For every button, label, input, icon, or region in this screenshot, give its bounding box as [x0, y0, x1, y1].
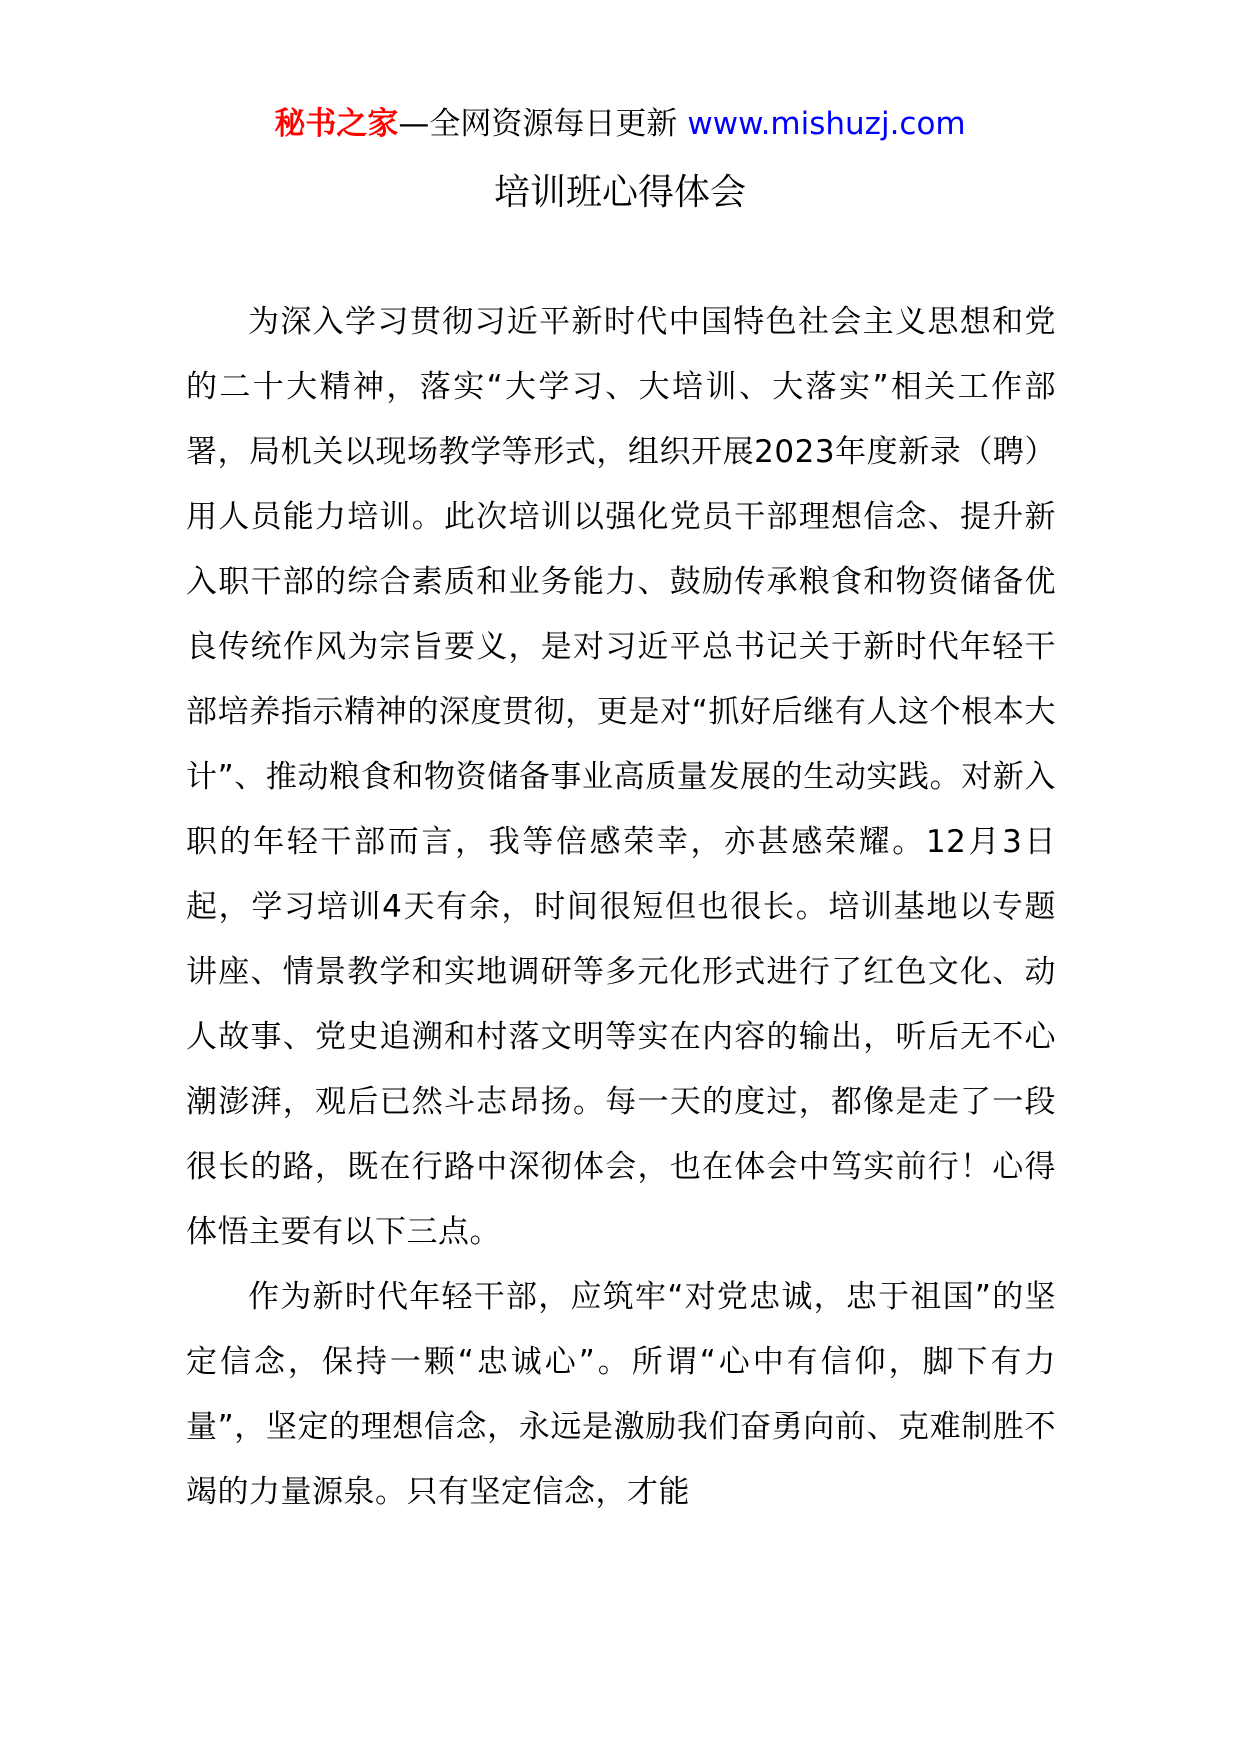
paragraph-2: 作为新时代年轻干部，应筑牢“对党忠诚，忠于祖国”的坚定信念，保持一颗“忠诚心”。所谓“心中有信仰，脚下有力量”，坚定的理想信念，永远是激励我们奋勇向前、克难制胜不竭的力量源泉。只有坚定信念，才能 [186, 1279, 1056, 1510]
header-banner [0, 98, 1240, 150]
site-name: 秘书之家 [274, 106, 399, 142]
paragraph-1: 为深入学习贯彻习近平新时代中国特色社会主义思想和党的二十大精神，落实“大学习、大培训、大落实”相关工作部署，局机关以现场教学等形式，组织开展2023年度新录（聘）用人员能力培训。此次培训以强化党员干部理想信念、提升新入职干部的综合素质和业务能力、鼓励传承粮食和物资储备优良传统作风为宗旨要义，是对习近平总书记关于新时代年轻干部培养指示精神的深度贯彻，更是对“抓好后继有人这个根本大计”、推动粮食和物资储备事业高质量发展的生动实践。对新入职的年轻干部而言，我等倍感荣幸，亦甚感荣耀。12月3日起，学习培训4天有余，时间很短但也很长。培训基地以专题讲座、情景教学和实地调研等多元化形式进行了红色文化、动人故事、党史追溯和村落文明等实在内容的输出，听后无不心潮澎湃，观后已然斗志昂扬。每一天的度过，都像是走了一段很长的路，既在行路中深彻体会，也在体会中笃实前行！心得体悟主要有以下三点。 [186, 304, 1056, 1250]
site-url-link[interactable]: www.mishuzj.com [687, 106, 966, 142]
site-slogan: —全网资源每日更新 [398, 106, 678, 142]
document-body [186, 290, 1056, 1525]
document-title: 培训班心得体会 [493, 172, 746, 213]
